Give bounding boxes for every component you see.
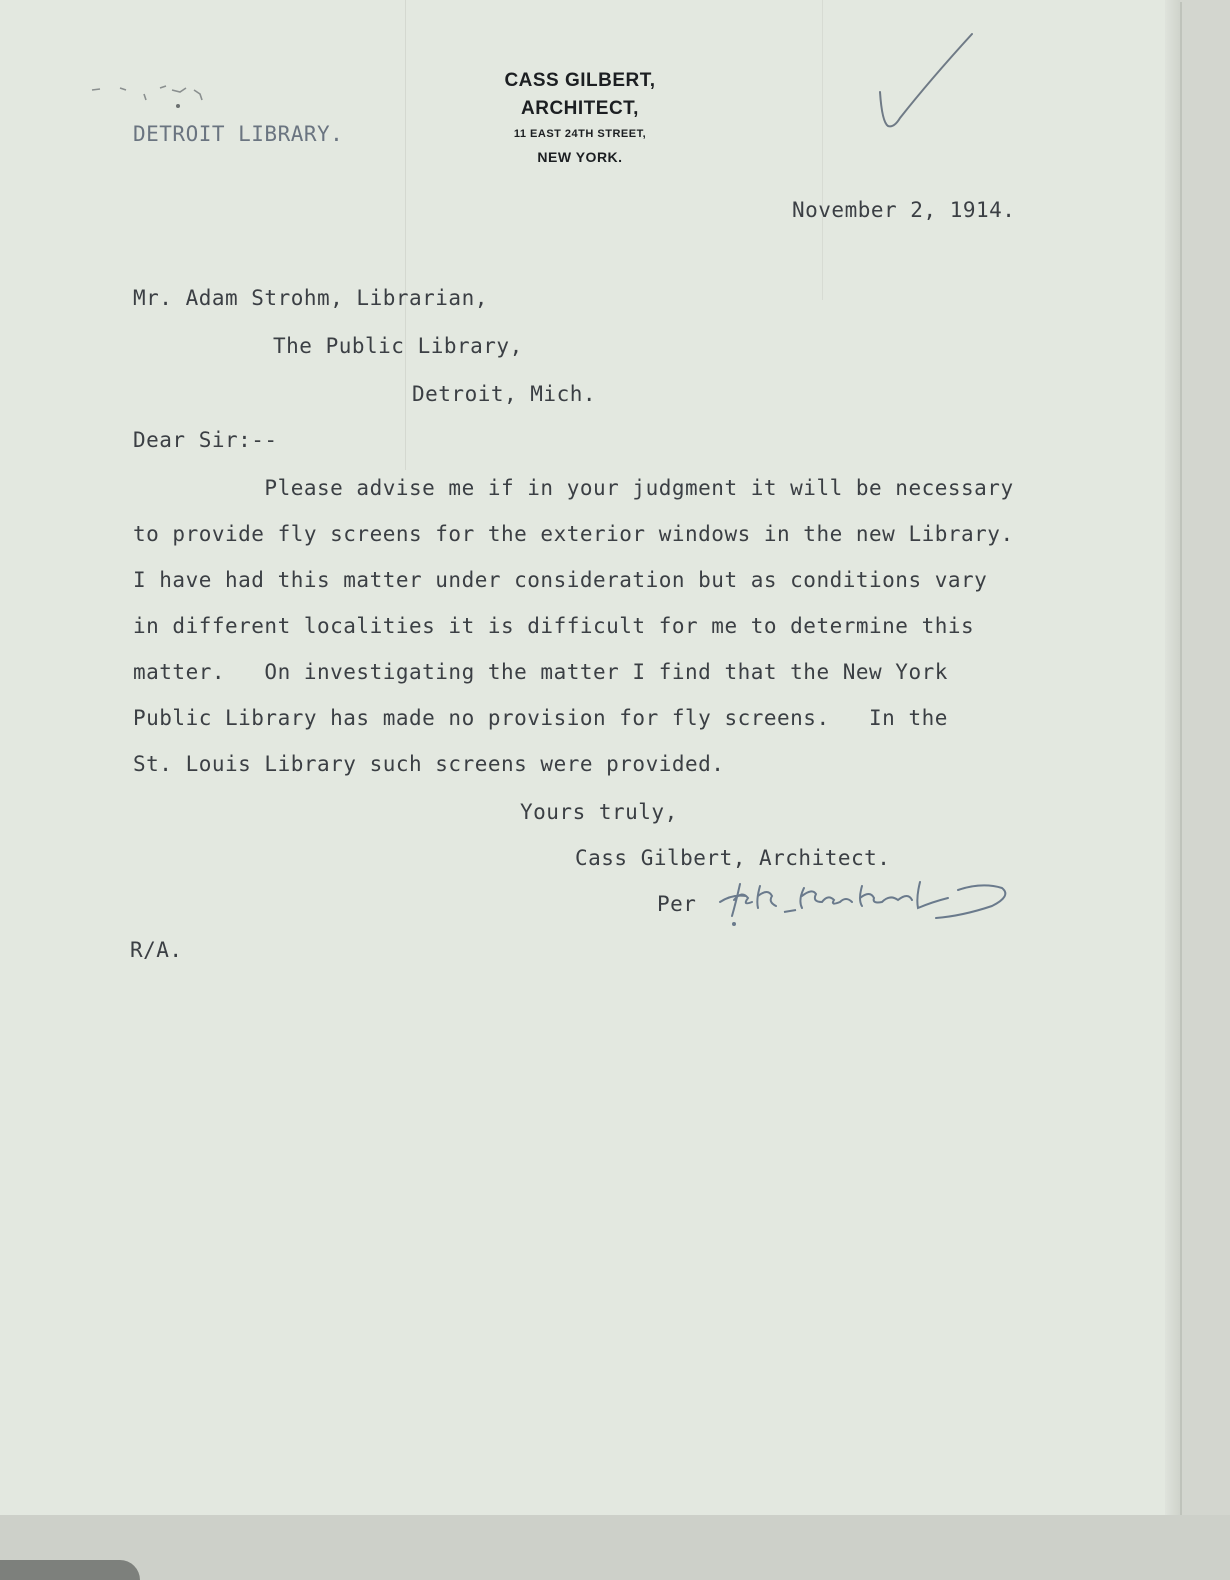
letterhead-city: NEW YORK. xyxy=(537,149,623,165)
body-line: Public Library has made no provision for fly screens. In the xyxy=(133,706,948,730)
closing: Yours truly, xyxy=(520,800,678,824)
letterhead-address: 11 EAST 24TH STREET, xyxy=(513,128,647,140)
recipient-line-2: The Public Library, xyxy=(273,334,523,358)
salutation: Dear Sir:-- xyxy=(133,428,278,452)
paper-edge xyxy=(1165,0,1180,1515)
typist-initials: R/A. xyxy=(130,938,183,962)
fold-crease xyxy=(405,0,406,470)
signature-name: Cass Gilbert, Architect. xyxy=(575,846,891,870)
letterhead-name: CASS GILBERT, xyxy=(504,70,656,91)
checkmark-icon xyxy=(870,30,990,140)
letterhead-title: ARCHITECT, xyxy=(521,98,639,119)
body-line: Please advise me if in your judgment it will be necessary xyxy=(133,476,1014,500)
stray-ink-marks xyxy=(90,80,230,120)
body-line: St. Louis Library such screens were provided. xyxy=(133,752,725,776)
fold-crease-right xyxy=(822,0,823,300)
scan-background xyxy=(0,1515,1230,1580)
recipient-line-3: Detroit, Mich. xyxy=(412,382,597,406)
scan-shadow xyxy=(0,1560,140,1580)
body-line: in different localities it is difficult for me to determine this xyxy=(133,614,975,638)
body-line: to provide fly screens for the exterior windows in the new Library. xyxy=(133,522,1014,546)
recipient-line-1: Mr. Adam Strohm, Librarian, xyxy=(133,286,488,310)
per-label: Per xyxy=(657,892,697,916)
handwritten-signature xyxy=(712,872,1022,932)
body-line: I have had this matter under consideration but as conditions vary xyxy=(133,568,988,592)
file-label: DETROIT LIBRARY. xyxy=(133,122,344,146)
letter-date: November 2, 1914. xyxy=(792,198,1016,222)
body-line: matter. On investigating the matter I find that the New York xyxy=(133,660,948,684)
